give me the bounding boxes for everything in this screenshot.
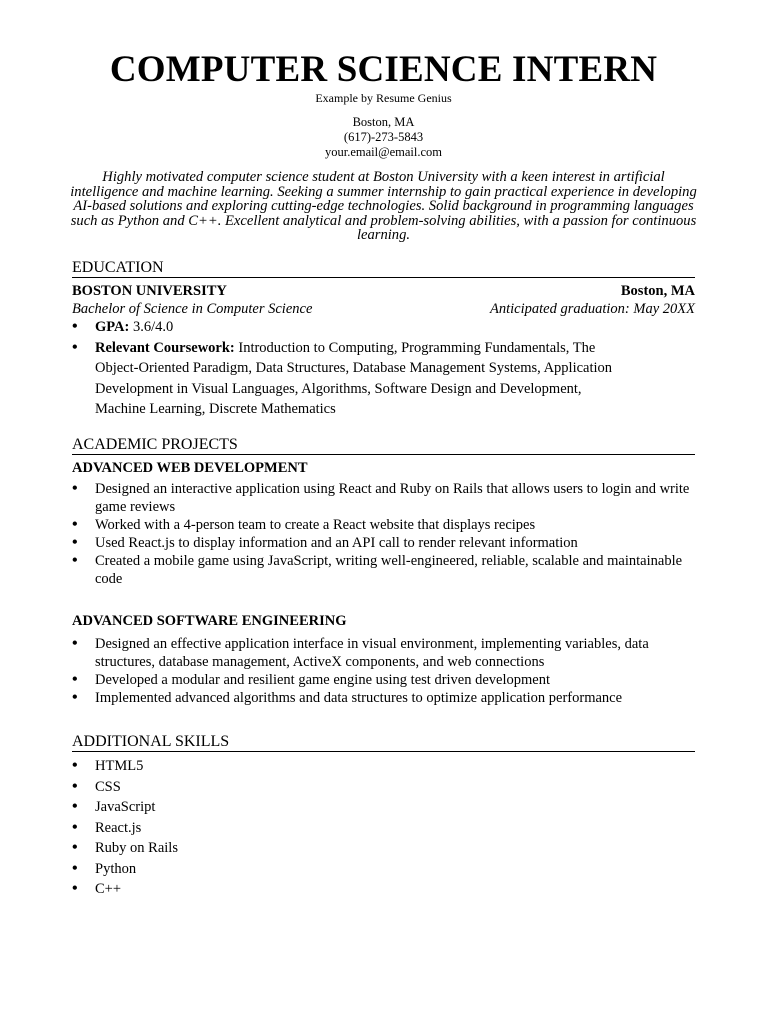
resume-title: COMPUTER SCIENCE INTERN [109, 49, 658, 90]
list-item: • C++ [72, 879, 695, 900]
contact-phone: (617)-273-5843 [343, 130, 424, 144]
gpa-label: GPA: [95, 319, 130, 335]
list-item: • Ruby on Rails [72, 838, 695, 859]
list-item: • HTML5 [72, 756, 695, 777]
section-heading-projects: ACADEMIC PROJECTS [72, 436, 695, 455]
list-item: • Designed an interactive application using React and Ruby on Rails that allows users to login and write game reviews [72, 480, 695, 516]
contact-email: your.email@email.com [324, 145, 443, 159]
degree: Bachelor of Science in Computer Science [72, 301, 313, 317]
list-item: • Developed a modular and resilient game engine using test driven development [72, 671, 695, 689]
section-heading-skills: ADDITIONAL SKILLS [72, 733, 695, 752]
education-degree-row [72, 300, 695, 318]
coursework-value: Introduction to Computing, Programming Fundamentals, The Object-Oriented Paradigm, Data Structures, Database Management Systems, Application Development in Visual Languages, Algorithms, Software Design and Development, Machine Learning, Discrete Mathematics [95, 339, 613, 417]
list-item: • CSS [72, 777, 695, 798]
school-location: Boston, MA [620, 283, 695, 299]
list-item [72, 338, 633, 420]
contact-block [72, 115, 695, 160]
resume-subtitle: Example by Resume Genius [315, 91, 452, 105]
gpa-value: 3.6/4.0 [129, 319, 174, 335]
education-school-row [72, 282, 695, 300]
summary-paragraph: Highly motivated computer science student at Boston University with a keen interest in artificial intelligence and machine learning. Seeking a summer internship to gain practical experience in developing AI-based solutions and exploring cutting-edge technologies. Solid background in programming languages such as Python and C++. Excellent analytical and problem-solving abilities, with a passion for continuous learning. [70, 169, 697, 244]
list-item: • JavaScript [72, 797, 695, 818]
coursework-label: Relevant Coursework: [95, 339, 235, 356]
list-item: • Worked with a 4-person team to create a React website that displays recipes [72, 516, 695, 534]
graduation-date: Anticipated graduation: May 20XX [490, 301, 695, 317]
project-bullets [72, 480, 695, 588]
project-title: ADVANCED WEB DEVELOPMENT [72, 460, 308, 476]
education-details-list [72, 317, 695, 420]
section-heading-education: EDUCATION [72, 259, 695, 278]
list-item: • Designed an effective application interface in visual environment, implementing variables, data structures, database management, ActiveX components, and web connections [72, 635, 695, 671]
list-item: • React.js [72, 818, 695, 839]
project-title: ADVANCED SOFTWARE ENGINEERING [72, 613, 347, 629]
school-name: BOSTON UNIVERSITY [72, 283, 227, 299]
skills-list [72, 756, 695, 900]
list-item: • Python [72, 859, 695, 880]
project-bullets [72, 635, 695, 707]
contact-location: Boston, MA [352, 115, 415, 129]
list-item: • Implemented advanced algorithms and data structures to optimize application performance [72, 689, 695, 707]
list-item [72, 317, 695, 338]
list-item: • Used React.js to display information and an API call to render relevant information [72, 534, 695, 552]
list-item: • Created a mobile game using JavaScript, writing well-engineered, reliable, scalable and maintainable code [72, 552, 695, 588]
